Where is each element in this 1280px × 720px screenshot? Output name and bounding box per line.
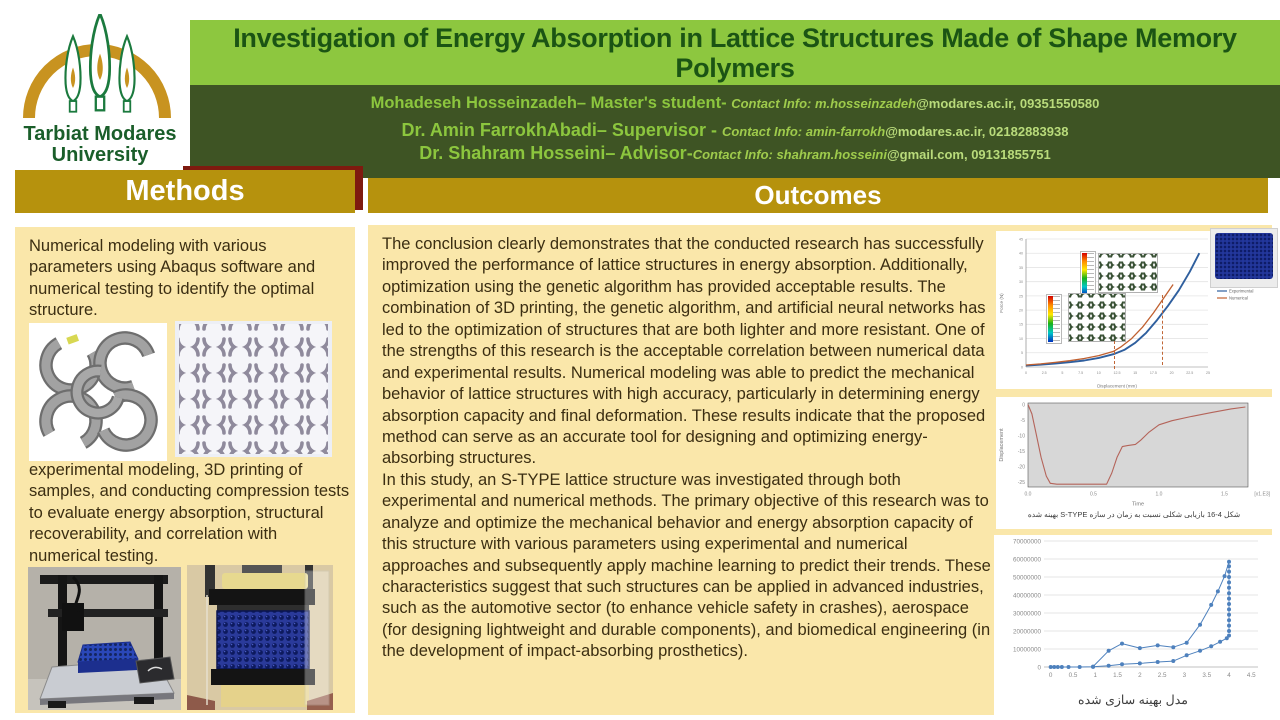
author-contact-detail: @modares.ac.ir, 02182883938 (885, 124, 1069, 139)
svg-text:70000000: 70000000 (1012, 538, 1041, 546)
svg-text:Time: Time (1131, 501, 1145, 507)
svg-text:20: 20 (1019, 308, 1023, 313)
svg-text:45: 45 (1019, 237, 1023, 242)
svg-text:-5: -5 (1020, 418, 1025, 425)
author-contact-detail: @gmail.com, 09131855751 (887, 147, 1051, 162)
university-logo (15, 14, 185, 174)
svg-text:7.5: 7.5 (1078, 371, 1084, 376)
svg-text:30: 30 (1019, 280, 1023, 285)
svg-text:35: 35 (1019, 265, 1023, 270)
svg-text:Displacement (mm): Displacement (mm) (1097, 383, 1137, 389)
svg-text:60000000: 60000000 (1012, 556, 1041, 564)
svg-text:10: 10 (1096, 371, 1101, 376)
author-name: Dr. Amin FarrokhAbadi– Supervisor - (401, 120, 722, 140)
fem-contour-inset-icon (1098, 253, 1158, 293)
svg-text:20000000: 20000000 (1012, 628, 1041, 636)
figure-caption: شکل 4-16 بازیابی شکلی نسبت به زمان در سازه S-TYPE بهینه شده (1027, 510, 1241, 519)
outcomes-header-label: Outcomes (754, 180, 882, 210)
poster-title-band (190, 20, 1280, 85)
colorbar-icon (1046, 294, 1062, 344)
3d-printer-photo-icon (28, 567, 181, 710)
compression-test-photo-icon (187, 565, 333, 710)
svg-text:5: 5 (1061, 371, 1064, 376)
unit-cell-render-icon (29, 323, 167, 461)
svg-text:0: 0 (1021, 365, 1023, 370)
university-name-line1: Tarbiat Modares (23, 123, 177, 145)
svg-text:0: 0 (1025, 371, 1027, 376)
author-name: Dr. Shahram Hosseini– Advisor- (419, 143, 693, 163)
annotation-line (1114, 341, 1115, 369)
svg-text:0: 0 (1022, 402, 1025, 409)
author-line-student (371, 94, 1100, 113)
svg-text:0.0: 0.0 (1024, 491, 1032, 498)
svg-text:0: 0 (1037, 664, 1041, 672)
svg-text:1: 1 (1093, 671, 1098, 679)
svg-text:12.5: 12.5 (1113, 371, 1121, 376)
printer-photo (28, 567, 181, 710)
lattice-pattern-image (175, 321, 332, 457)
author-contact: Contact Info: amin-farrokh (721, 124, 886, 139)
svg-text:3.5: 3.5 (1202, 671, 1212, 679)
outcomes-paragraph-2: In this study, an S-TYPE lattice structure was investigated through both experimental and numerical methods. The primary objective of this research was to analyze and optimize the mechanical behavior and energy absorption capacity of this structure with various parameters using experimental and numerical approaches and subsequently apply machine learning to predict their trends. These characteristics suggest that such structures can be applied in advanced industries, such as the automotive sector (to enhance vehicle safety in crashes), aerospace (for designing lightweight and durable components), and biomedical engineering (in the development of impact-absorbing prosthetics). (382, 470, 991, 661)
svg-text:4: 4 (1227, 671, 1231, 679)
outcomes-panel (368, 225, 1272, 715)
svg-text:[x1.E3]: [x1.E3] (1254, 491, 1270, 498)
svg-text:25: 25 (1019, 294, 1023, 299)
svg-text:1.5: 1.5 (1113, 671, 1122, 679)
svg-text:2.5: 2.5 (1157, 671, 1167, 679)
methods-panel (15, 227, 355, 713)
annotation-line (1162, 295, 1163, 365)
svg-text:10: 10 (1019, 336, 1023, 341)
svg-text:0.5: 0.5 (1089, 491, 1097, 498)
force-displacement-chart-card (996, 231, 1272, 389)
poster-title-line2: Polymers (675, 52, 795, 83)
svg-text:2.5: 2.5 (1041, 371, 1047, 376)
methods-section-header (15, 170, 355, 213)
printed-specimen-photo (1210, 228, 1278, 288)
university-name-line2: University (51, 144, 149, 166)
outcomes-section-header (368, 178, 1268, 213)
svg-text:17.5: 17.5 (1149, 371, 1157, 376)
university-logo-icon (15, 14, 185, 126)
svg-text:Numerical: Numerical (1229, 295, 1248, 301)
svg-text:20: 20 (1169, 371, 1174, 376)
svg-text:1.0: 1.0 (1155, 491, 1163, 498)
svg-text:Force (N): Force (N) (999, 293, 1004, 313)
fem-contour-inset-icon (1068, 293, 1126, 342)
shape-recovery-chart-card (996, 397, 1272, 529)
svg-text:0: 0 (1048, 671, 1053, 679)
optimized-model-chart-card (994, 535, 1272, 715)
svg-text:-25: -25 (1017, 480, 1025, 487)
svg-text:2: 2 (1138, 671, 1142, 679)
svg-text:40: 40 (1019, 251, 1023, 256)
optimized-model-scatter-chart (994, 535, 1272, 689)
compression-test-photo (187, 565, 333, 710)
poster-title-line1: Investigation of Energy Absorption in Lattice Structures Made of Shape Memory (233, 22, 1237, 53)
methods-header-label: Methods (125, 175, 245, 207)
displacement-time-chart (996, 397, 1272, 507)
svg-text:25: 25 (1206, 371, 1210, 376)
s-type-lattice-pattern-icon (175, 321, 332, 457)
svg-text:Displacement: Displacement (999, 428, 1005, 462)
svg-text:4.5: 4.5 (1246, 671, 1256, 679)
author-line-supervisor (402, 120, 1069, 141)
university-name (15, 124, 185, 166)
unit-cell-image (29, 323, 167, 461)
svg-text:15: 15 (1133, 371, 1138, 376)
svg-text:10000000: 10000000 (1012, 646, 1041, 654)
svg-text:-20: -20 (1017, 464, 1025, 471)
author-contact: Contact Info: shahram.hosseini (692, 147, 887, 162)
author-name: Mohadeseh Hosseinzadeh– Master's student- (370, 94, 732, 112)
svg-text:3: 3 (1182, 671, 1187, 679)
author-contact-detail: @modares.ac.ir, 09351550580 (916, 96, 1100, 111)
methods-paragraph-2: experimental modeling, 3D printing of samples, and conducting compression tests to evaluate energy absorption, structural recoverability, and correlation with numerical testing. (29, 461, 350, 565)
svg-text:40000000: 40000000 (1012, 592, 1041, 600)
svg-text:5: 5 (1021, 351, 1023, 356)
methods-paragraph-1: Numerical modeling with various parameters using Abaqus software and numerical testing to identify the optimal structure. (29, 237, 316, 320)
svg-text:-10: -10 (1017, 433, 1025, 440)
authors-band (190, 85, 1280, 178)
svg-text:22.5: 22.5 (1186, 371, 1194, 376)
svg-text:50000000: 50000000 (1012, 574, 1041, 582)
svg-text:15: 15 (1019, 322, 1023, 327)
outcomes-paragraph-1: The conclusion clearly demonstrates that the conducted research has successfully improved the performance of lattice structures in energy absorption. Additionally, optimization using the genetic algorithm has provided acceptable results. The combination of 3D printing, the genetic algorithm, and artificial neural networks has led to the optimization of structures that are both lighter and more resistant. One of the strengths of this research is the acceptable correlation between numerical data and experimental results. Numerical modeling was able to predict the mechanical behavior of lattice structures with high accuracy, particularly in determining energy absorption capacity and final deformation. These results indicate that the proposed method can serve as an accurate tool for designing and optimizing energy-absorbing structures. (382, 235, 986, 468)
outcomes-text (382, 234, 996, 663)
colorbar-icon (1080, 251, 1096, 297)
svg-text:0.5: 0.5 (1068, 671, 1078, 679)
chart-axis-caption: مدل بهینه سازی شده (1078, 693, 1188, 707)
author-line-advisor (419, 143, 1050, 164)
svg-text:1.5: 1.5 (1220, 491, 1228, 498)
svg-text:Experimental: Experimental (1229, 288, 1254, 294)
svg-text:30000000: 30000000 (1012, 610, 1041, 618)
svg-text:-15: -15 (1017, 449, 1025, 456)
author-contact: Contact Info: m.hosseinzadeh (731, 96, 917, 111)
